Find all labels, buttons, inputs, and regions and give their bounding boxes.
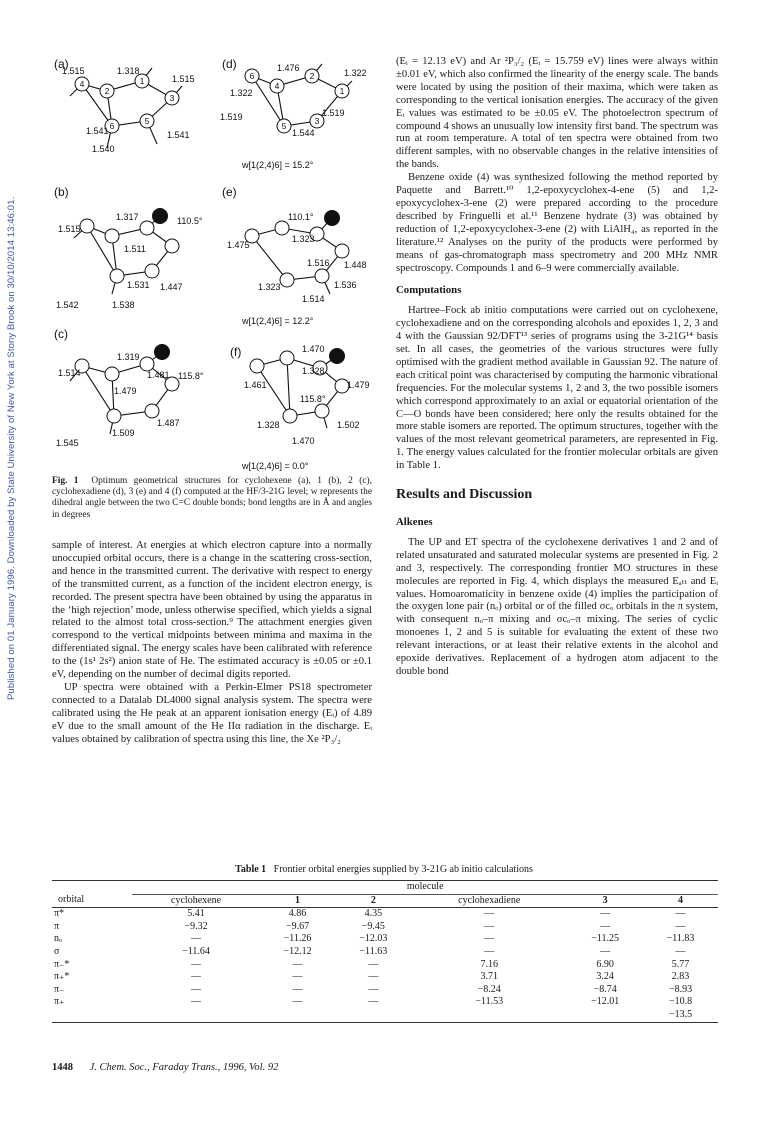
- bond-value: 1.544: [292, 128, 315, 138]
- bond-value: 1.511: [124, 244, 146, 254]
- frontier-orbital-table: [52, 880, 718, 1023]
- table-cell: 6.90: [596, 958, 614, 970]
- figure-caption-label: Fig. 1: [52, 476, 79, 486]
- atom-number: 4: [79, 79, 85, 89]
- table-cell: 2.83: [671, 971, 690, 983]
- paragraph: (Eᵢ = 12.13 eV) and Ar ²P₃/₂ (Eᵢ = 15.759 eV) lines were always within ±0.01 eV, which also confirmed the linearity of the energy scale. The bands were located by using the position of their maxima, which were taken as corresponding to the vertical ionisation energies. The accuracy of the given Eᵢ values was estimated to be ±0.05 eV. The photoelectron spectrum of compound 4 shows an unusually low intensity first band. The spectrum was run at room temperature. A total of ten spectra were obtained from two different samples, with no observable changes in the relative intensities of the bands.: [396, 56, 718, 171]
- bond-value: 110.1°: [288, 212, 314, 222]
- table-row: [52, 908, 718, 921]
- table-cell: [335, 1009, 411, 1022]
- table-cell: −8.24: [477, 983, 501, 995]
- table-cell: −12.03: [359, 933, 388, 945]
- dihedral-value: w[1(2,4)6] = 15.2°: [242, 160, 314, 170]
- table-cell: —: [675, 945, 686, 957]
- panel-label-d: (d): [222, 57, 237, 71]
- atom-number: 1: [339, 86, 345, 96]
- table-group-header: molecule: [132, 881, 718, 895]
- bond-value: 1.541: [86, 126, 109, 136]
- bond-value: 110.5°: [177, 216, 203, 226]
- table-cell: [567, 1009, 643, 1022]
- section-heading-alkenes: Alkenes: [396, 516, 433, 528]
- table-cell: [411, 1009, 567, 1022]
- section-heading-results: Results and Discussion: [396, 487, 533, 503]
- table-cell: —: [292, 996, 303, 1008]
- table-cell: −12.12: [283, 945, 312, 957]
- table-row: [52, 921, 718, 934]
- table-cell: −8.93: [668, 983, 693, 995]
- bond-value: 1.470: [292, 436, 315, 446]
- bond-value: 1.515: [58, 224, 81, 234]
- atom-number: 6: [109, 121, 115, 131]
- bond-value: 1.323: [292, 234, 315, 244]
- table-cell: −10.8: [668, 996, 693, 1008]
- paragraph: sample of interest. At energies at which electron capture into a normally unoccupied orbital occurs, there is a change in the scattering cross-section, and hence in the transmitted current. The derivative with respect to energy of the transmitted current, as a function of the incident electron energy, is recorded. The present spectra have been obtained by using the apparatus in the ‘high rejection’ mode, unless otherwise specified, which yields a signal related to the almost total cross-section.⁹ The attachment energies given correspond to the vertical midpoints between minima and maxima in the differentiated signal. The energy scales have been calibrated with reference to the (1s¹ 2s²) anion state of He. The estimated accuracy is ±0.05 or ±0.1 eV, depending on the number of decimal digits reported.: [52, 540, 372, 681]
- table-cell: −8.74: [593, 983, 617, 995]
- bond-value: 1.538: [112, 300, 135, 310]
- table-cell: −11.26: [283, 933, 312, 945]
- table-cell: —: [191, 996, 202, 1008]
- table-cell: [132, 1009, 259, 1022]
- table-header: 1: [295, 894, 301, 906]
- table-cell: —: [292, 958, 303, 970]
- panel-label-c: (c): [54, 327, 68, 341]
- table-cell: —: [368, 996, 379, 1008]
- section-heading-computations: Computations: [396, 284, 462, 297]
- table-row: [52, 996, 718, 1009]
- table-header: orbital: [58, 894, 85, 906]
- table-cell: −12.01: [591, 996, 620, 1008]
- table-cell: —: [191, 958, 202, 970]
- atom-number: 5: [144, 116, 150, 126]
- table-cell: −11.53: [475, 996, 504, 1008]
- table-cell: π: [54, 920, 60, 932]
- table-caption-text: Frontier orbital energies supplied by 3-21G ab initio calculations: [273, 864, 533, 875]
- table-cell: —: [368, 971, 379, 983]
- table-header: cyclohexadiene: [458, 894, 521, 906]
- atom-number: 4: [274, 81, 280, 91]
- table-header: 2: [370, 894, 376, 906]
- bond-value: 1.541: [167, 130, 190, 140]
- table-cell: [260, 1009, 336, 1022]
- bond-value: 1.318: [117, 66, 140, 76]
- table-cell: —: [191, 983, 202, 995]
- page-footer: [52, 1062, 278, 1073]
- bond-value: 1.519: [322, 108, 345, 118]
- bond-value: 1.536: [334, 280, 357, 290]
- bond-value: 1.317: [116, 212, 139, 222]
- bond-value: 1.514: [302, 294, 325, 304]
- table-cell: π₊*: [54, 971, 70, 983]
- table-cell: −11.63: [359, 945, 388, 957]
- bond-value: 1.319: [117, 352, 140, 362]
- table-cell: nₒ: [54, 933, 62, 945]
- table-cell: —: [484, 945, 495, 957]
- bond-value: 1.479: [114, 386, 137, 396]
- table-cell: —: [368, 983, 379, 995]
- atom-number: 5: [281, 121, 287, 131]
- paragraph: UP spectra were obtained with a Perkin-Elmer PS18 spectrometer connected to a Datalab DL4000 signal analysis system. The spectra were calibrated using the He peak at an apparent ionisation energy (Eᵢ) of 4.89 eV due to the small amount of the He IIα radiation in the discharge. Eᵢ values obtained by calibration of spectra using this line, the Xe ²P₃/₂: [52, 681, 372, 745]
- table-cell: 5.77: [671, 958, 690, 970]
- table-cell: 5.41: [187, 908, 205, 920]
- table-cell: −9.67: [285, 920, 310, 932]
- table-row: [52, 933, 718, 946]
- table-cell: −13.5: [668, 1008, 693, 1020]
- bond-value: 1.322: [230, 88, 253, 98]
- bond-value: 115.8°: [300, 394, 326, 404]
- table-cell: π₋: [54, 983, 65, 995]
- table-cell: —: [675, 920, 686, 932]
- table-cell: —: [292, 983, 303, 995]
- bond-value: 1.475: [227, 240, 250, 250]
- right-column: [396, 56, 718, 679]
- panel-label-e: (e): [222, 185, 237, 199]
- panel-label-a: (a): [54, 57, 69, 71]
- table-header: cyclohexene: [171, 894, 222, 906]
- figure-1: [52, 56, 382, 476]
- table-cell: 3.71: [480, 971, 498, 983]
- table-cell: π₋*: [54, 958, 70, 970]
- table-row: [52, 959, 718, 972]
- bond-value: 1.447: [160, 282, 183, 292]
- bond-value: 1.323: [258, 282, 281, 292]
- bond-value: 1.328: [257, 420, 280, 430]
- table-row: [52, 971, 718, 984]
- table-cell: —: [484, 933, 495, 945]
- bond-value: 1.476: [277, 63, 300, 73]
- paragraph: Benzene oxide (4) was synthesized following the method reported by Paquette and Barrett.¹⁰ 1,2-epoxycyclohex-4-ene (5) and 1,2-epoxycyclohex-3-ene (2) were prepared according to the procedure described by Fringuelli et al.¹¹ Benzene hydrate (3) was obtained by reduction of 1,2-epoxycyclohex-3-ene (2) with LiAlH₄, as reported in the literature.¹² Analyses on the purity of the products were performed by means of gas-chromatograph mass spectrometry and 200 MHz NMR spectroscopy. Compounds 1 and 6–9 were commercially available.: [396, 172, 718, 274]
- table-row: [52, 1009, 718, 1022]
- table-cell: −11.83: [666, 933, 695, 945]
- page-number: 1448: [52, 1062, 73, 1073]
- table-cell: —: [675, 908, 686, 920]
- table-cell: —: [292, 971, 303, 983]
- dihedral-value: w[1(2,4)6] = 12.2°: [242, 316, 314, 326]
- table-cell: π*: [54, 908, 65, 920]
- paragraph: Hartree–Fock ab initio computations were carried out on cyclohexene, cyclohexadiene and on the corresponding alcohols and epoxides 1, 2, 3 and 4 with the Gaussian 92/DFT¹³ series of programs using the 3-21G¹⁴ basis set. In all cases, the geometries of the various structures were fully optimised with the gradient method available in Gaussian 92. The nature of each critical point was characterised by computing the harmonic vibrational frequencies. For the molecular systems 1, 2 and 3, the two possible isomers which correspond approximately to an axial or equatorial orientation of the C—O bonds have been considered; here only the results obtained for the more stable isomers are reported. The optimum structures, together with the values of the most relevant geometrical parameters, are represented in Fig. 1. The energy values calculated for the frontier molecular orbitals are given in Table 1.: [396, 305, 718, 472]
- table-cell: —: [484, 908, 495, 920]
- bond-value: 1.502: [337, 420, 360, 430]
- table-cell: —: [191, 971, 202, 983]
- dihedral-value: w[1(2,4)6] = 0.0°: [242, 461, 309, 471]
- table-cell: −11.64: [182, 945, 210, 957]
- bond-value: 1.479: [347, 380, 370, 390]
- atom-number: 2: [104, 86, 110, 96]
- bond-value: 1.540: [92, 144, 115, 154]
- bond-value: 1.516: [307, 258, 330, 268]
- table-caption-label: Table 1: [235, 864, 267, 875]
- bond-value: 1.487: [157, 418, 180, 428]
- table-row: [52, 984, 718, 997]
- bond-value: 1.470: [302, 344, 325, 354]
- table-header: 4: [678, 894, 683, 906]
- panel-label-f: (f): [230, 345, 242, 359]
- figure-1-structures: [52, 56, 382, 476]
- bond-value: 1.509: [112, 428, 135, 438]
- table-cell: −9.45: [361, 920, 385, 932]
- bond-value: 1.328: [302, 366, 325, 376]
- table-cell: 4.35: [364, 908, 383, 920]
- journal-citation: J. Chem. Soc., Faraday Trans., 1996, Vol. 92: [89, 1062, 279, 1073]
- atom-number: 3: [169, 93, 175, 103]
- bond-value: 1.531: [127, 280, 150, 290]
- bond-value: 1.461: [244, 380, 267, 390]
- bond-value: 1.481: [147, 370, 170, 380]
- bond-value: 1.519: [220, 112, 243, 122]
- table-cell: —: [191, 933, 202, 945]
- figure-caption: [52, 476, 372, 521]
- bond-value: 1.514: [58, 368, 81, 378]
- bond-value: 1.322: [344, 68, 367, 78]
- bond-value: 1.515: [172, 74, 195, 84]
- table-cell: —: [600, 945, 611, 957]
- download-watermark: [6, 180, 20, 700]
- table-caption: [0, 864, 768, 875]
- bond-value: 1.448: [344, 260, 367, 270]
- table-cell: −9.32: [184, 920, 208, 932]
- paragraph: The UP and ET spectra of the cyclohexene derivatives 1 and 2 and of related unsaturated and saturated molecular systems are presented in Fig. 2 and 3, respectively. The corresponding frontier MO structures in these molecules are reported in Fig. 4, which displays the measured Eₐₜₜ and Eᵢ values. Homoaromaticity in benzene oxide (4) implies the participation of the oxygen lone pair (nₒ) orbital or of the filled σcₒ orbitals in the π system, with consequent nₒ–π mixing and σcₒ–π mixing. The series of cyclic monoenes 1, 2 and 5 is suitable for evaluating the extent of these two relevant interactions, or at least their relative extents in the alcohol and epoxide derivatives. Replacement of a hydrogen atom adjacent to the double bond: [396, 536, 718, 677]
- table-cell: −11.25: [591, 933, 620, 945]
- left-column: [52, 540, 372, 747]
- table-cell: 4.86: [288, 908, 307, 920]
- bond-value: 1.542: [56, 300, 79, 310]
- table-cell: π₊: [54, 996, 65, 1008]
- table-cell: [52, 1009, 132, 1022]
- bond-value: 115.8°: [178, 371, 204, 381]
- table-cell: 7.16: [480, 958, 498, 970]
- table-header: 3: [602, 894, 608, 906]
- bond-value: 1.515: [62, 66, 85, 76]
- atom-number: 1: [139, 76, 145, 86]
- bond-value: 1.545: [56, 438, 79, 448]
- panel-label-b: (b): [54, 185, 69, 199]
- atom-number: 2: [309, 71, 315, 81]
- table-body: [52, 908, 718, 1022]
- table-cell: —: [484, 920, 495, 932]
- figure-caption-text: Optimum geometrical structures for cyclohexene (a), 1 (b), 2 (c), cyclohexadiene (d), 3 (e) and 4 (f) computed at the HF/3-21G level; w represents the dihedral angle between the two C=C double bonds; bond lengths are in Å and angles in degrees: [52, 476, 372, 520]
- atom-number: 3: [314, 116, 320, 126]
- table-cell: —: [600, 908, 611, 920]
- table-row: [52, 946, 718, 959]
- table-cell: σ: [54, 945, 60, 957]
- download-watermark-text: Published on 01 January 1996. Downloaded by State University of New York at Stony Brook on 30/10/2014 13:46:01.: [6, 196, 17, 700]
- atom-number: 6: [249, 71, 255, 81]
- table-cell: —: [368, 958, 379, 970]
- table-cell: 3.24: [596, 971, 614, 983]
- table-cell: —: [600, 920, 611, 932]
